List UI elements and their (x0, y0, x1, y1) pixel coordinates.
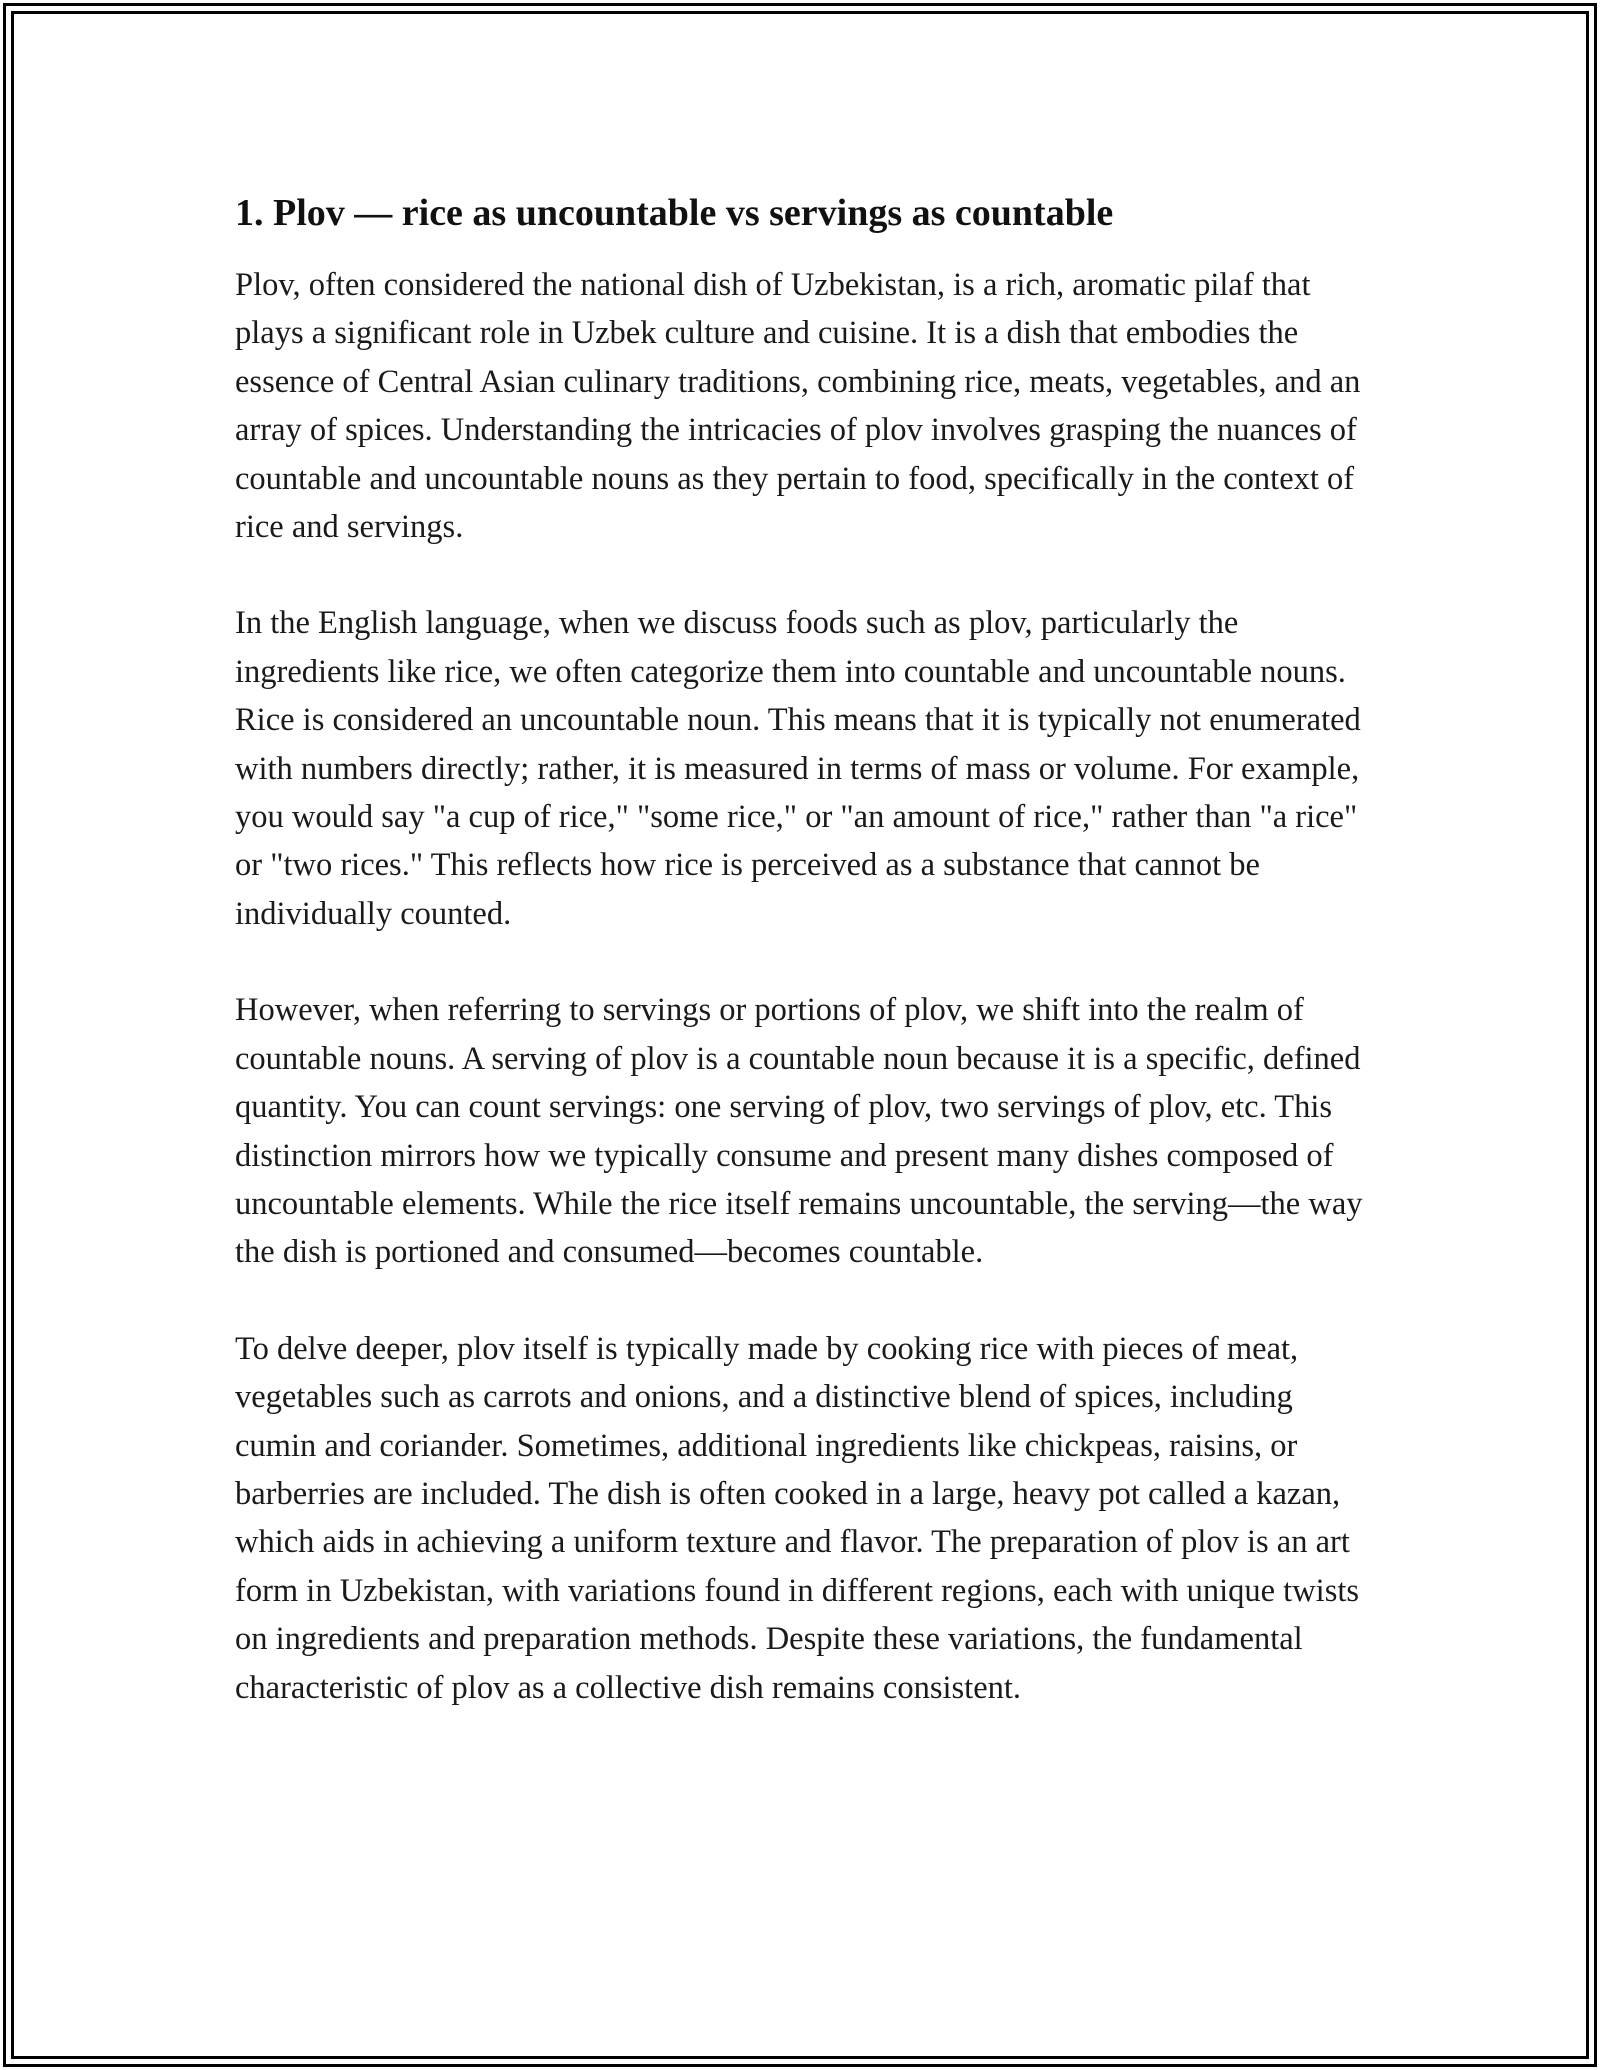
paragraph-uncountable-rice: In the English language, when we discuss foods such as plov, particularly the ingredients like rice, we often categorize them into countable and uncountable nouns. Rice is considered an uncountable noun. This means that it is typically not enumerated with numbers directly; rather, it is measured in terms of mass or volume. For example, you would say "a cup of rice," "some rice," or "an amount of rice," rather than "a rice" or "two rices." This reflects how rice is perceived as a substance that cannot be individually counted. (235, 605, 1361, 932)
paragraph-intro: Plov, often considered the national dish of Uzbekistan, is a rich, aromatic pilaf that plays a significant role in Uzbek culture and cuisine. It is a dish that embodies the essence of Central Asian culinary traditions, combining rice, meats, vegetables, and an array of spices. Understanding the intricacies of plov involves grasping the nuances of countable and uncountable nouns as they pertain to food, specifically in the context of rice and servings. (235, 267, 1361, 546)
document-body (235, 186, 1375, 1760)
paragraph-countable-servings: However, when referring to servings or portions of plov, we shift into the realm of countable nouns. A serving of plov is a countable noun because it is a specific, defined quantity. You can count servings: one serving of plov, two servings of plov, etc. This distinction mirrors how we typically consume and present many dishes composed of uncountable elements. While the rice itself remains uncountable, the serving—the way the dish is portioned and consumed—becomes countable. (235, 992, 1363, 1271)
section-heading: 1. Plov — rice as uncountable vs servings as countable (235, 192, 1114, 234)
paragraph-preparation: To delve deeper, plov itself is typically made by cooking rice with pieces of meat, vegetables such as carrots and onions, and a distinctive blend of spices, including cumin and coriander. Sometimes, additional ingredients like chickpeas, raisins, or barberries are included. The dish is often cooked in a large, heavy pot called a kazan, which aids in achieving a uniform texture and flavor. The preparation of plov is an art form in Uzbekistan, with variations found in different regions, each with unique twists on ingredients and preparation methods. Despite these variations, the fundamental characteristic of plov as a collective dish remains consistent. (235, 1330, 1360, 1706)
